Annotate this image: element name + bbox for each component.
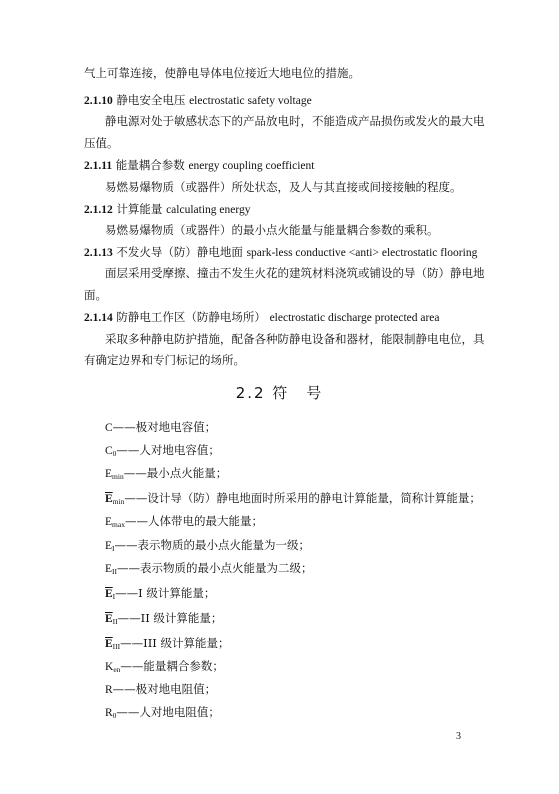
symbol-item bbox=[105, 538, 310, 556]
symbol: E bbox=[105, 540, 113, 552]
symbol-subscript: II bbox=[112, 617, 118, 626]
term-2-1-10 bbox=[84, 93, 312, 109]
term-english: energy coupling coefficient bbox=[188, 160, 315, 172]
symbol-description: ——设计导（防）静电地面时所采用的静电计算能量，简称计算能量； bbox=[124, 491, 481, 505]
symbol-item bbox=[105, 466, 227, 484]
term-number: 2.1.10 bbox=[84, 95, 113, 107]
term-definition: 易燃易爆物质（或器件）所处状态，及人与其直接或间接接触的程度。 bbox=[105, 180, 462, 194]
term-definition: 面层采用受摩擦、撞击不发生火花的建筑材料浇筑或铺设的导（防）静电地 bbox=[105, 266, 485, 280]
term-2-1-11 bbox=[84, 158, 314, 174]
symbol: $\overline{E}$ bbox=[105, 613, 113, 625]
symbol-description: ——人对地电阻值； bbox=[116, 705, 220, 719]
symbol-item bbox=[105, 443, 220, 461]
symbol-description: ——III 级计算能量； bbox=[120, 636, 230, 650]
symbol: K bbox=[105, 661, 114, 673]
symbol-description: ——人对地电容值； bbox=[116, 443, 220, 457]
term-chinese: 计算能量 bbox=[116, 202, 163, 216]
symbol-item bbox=[105, 659, 224, 677]
symbol-item bbox=[105, 682, 216, 698]
symbol-subscript: 0 bbox=[112, 711, 117, 720]
term-number: 2.1.11 bbox=[84, 160, 113, 172]
symbol: R bbox=[105, 684, 113, 696]
term-chinese: 静电安全电压 bbox=[116, 93, 186, 107]
symbol-description: ——表示物质的最小点火能量为二级； bbox=[117, 561, 313, 575]
text-line: 气上可靠连接，使静电导体电位接近大地电位的措施。 bbox=[84, 66, 360, 80]
symbol-description: ——II 级计算能量； bbox=[117, 611, 223, 625]
symbol-description: ——表示物质的最小点火能量为一级； bbox=[114, 538, 311, 552]
symbol: $\overline{E}$ bbox=[105, 638, 113, 650]
symbol-description: ——人体带电的最大能量； bbox=[124, 514, 263, 528]
symbol-item bbox=[105, 514, 263, 532]
term-chinese: 防静电工作区（防静电场所） bbox=[116, 310, 266, 324]
symbol: R bbox=[105, 707, 113, 719]
term-definition: 静电源对处于敏感状态下的产品放电时，不能造成产品损伤或发火的最大电 bbox=[105, 114, 485, 128]
symbol-subscript: I bbox=[112, 544, 115, 553]
symbol-item bbox=[105, 586, 215, 604]
symbol-description: ——极对地电阻值； bbox=[112, 682, 217, 696]
symbol-item bbox=[105, 636, 229, 654]
term-2-1-13 bbox=[84, 245, 477, 261]
symbol: C bbox=[105, 445, 113, 457]
symbol-item bbox=[105, 491, 481, 509]
symbol-subscript: min bbox=[112, 472, 124, 481]
term-definition: 有确定边界和专门标记的场所。 bbox=[84, 353, 245, 367]
symbol: E bbox=[105, 516, 113, 528]
section-title: 2.2 符 号 bbox=[235, 384, 324, 402]
symbol: E bbox=[105, 563, 113, 575]
term-number: 2.1.12 bbox=[84, 204, 113, 216]
symbol: C bbox=[105, 422, 113, 434]
term-english: calculating energy bbox=[166, 204, 251, 216]
symbol-description: ——最小点火能量； bbox=[123, 466, 228, 480]
term-definition: 采取多种静电防护措施，配备各种防静电设备和器材，能限制静电电位，具 bbox=[105, 332, 485, 346]
term-english: electrostatic discharge protected area bbox=[269, 312, 440, 324]
term-chinese: 能量耦合参数 bbox=[115, 158, 185, 172]
symbol-item bbox=[105, 420, 216, 436]
term-definition: 易燃易爆物质（或器件）的最小点火能量与能量耦合参数的乘积。 bbox=[105, 223, 439, 237]
symbol-item bbox=[105, 611, 222, 629]
symbol-item bbox=[105, 705, 220, 723]
term-number: 2.1.14 bbox=[84, 312, 113, 324]
symbol-subscript: II bbox=[112, 567, 118, 576]
symbol-subscript: min bbox=[112, 497, 125, 506]
symbol-subscript: III bbox=[112, 642, 121, 651]
term-english: electrostatic safety voltage bbox=[189, 95, 312, 107]
symbol-subscript: 0 bbox=[112, 449, 117, 458]
term-english: spark-less conductive <anti> electrostatic flooring bbox=[246, 247, 478, 259]
page-number: 3 bbox=[456, 731, 461, 742]
symbol-subscript: I bbox=[112, 592, 116, 601]
symbol-description: ——能量耦合参数； bbox=[120, 659, 224, 673]
symbol-description: ——极对地电容值； bbox=[112, 420, 217, 434]
symbol-subscript: max bbox=[112, 520, 125, 529]
symbol-item bbox=[105, 561, 313, 579]
term-number: 2.1.13 bbox=[84, 247, 113, 259]
term-chinese: 不发火导（防）静电地面 bbox=[116, 245, 243, 259]
term-definition: 面。 bbox=[84, 288, 107, 302]
term-2-1-14 bbox=[84, 310, 440, 326]
symbol: $\overline{E}$ bbox=[105, 493, 113, 505]
term-definition: 压值。 bbox=[84, 136, 119, 150]
symbol: $\overline{E}$ bbox=[105, 588, 113, 600]
symbol: E bbox=[105, 468, 113, 480]
term-2-1-12 bbox=[84, 202, 250, 218]
symbol-description: ——I 级计算能量； bbox=[115, 586, 216, 600]
symbol-subscript: en bbox=[113, 665, 121, 674]
